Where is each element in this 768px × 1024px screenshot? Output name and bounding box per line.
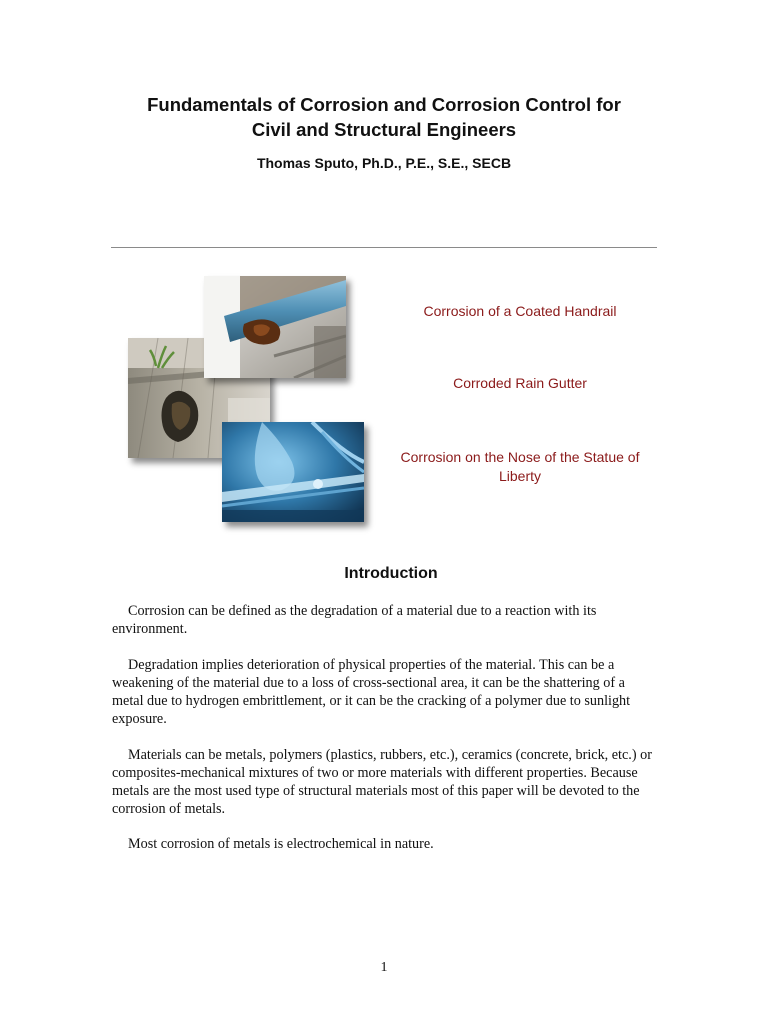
paragraph-2: Degradation implies deterioration of physical properties of the material. This can be a weakening of the material due to a loss of cross-sectional area, it can be the shattering of a metal due to hydrogen embrittlement, or it can be the cracking of a polymer due to sunlight exposure. [112, 657, 631, 727]
horizontal-rule [111, 247, 657, 248]
statue-of-liberty-photo [222, 422, 364, 522]
caption-statue-of-liberty: Corrosion on the Nose of the Statue of Liberty [400, 449, 640, 484]
coated-handrail-photo [204, 276, 346, 378]
paragraph-3: Materials can be metals, polymers (plastics, rubbers, etc.), ceramics (concrete, brick, etc.) or composites-mechanical mixtures of two or more materials with different properties. Because metals are the most used type of structural materials most of this paper will be devoted to the corrosion of metals. [112, 747, 652, 817]
document-title [80, 92, 688, 142]
section-heading: Introduction [344, 565, 438, 582]
title-line-1: Fundamentals of Corrosion and Corrosion Control for [147, 94, 621, 115]
caption-rain-gutter: Corroded Rain Gutter [453, 375, 587, 391]
caption-handrail: Corrosion of a Coated Handrail [423, 303, 617, 319]
paragraph-1: Corrosion can be defined as the degradation of a material due to a reaction with its environment. [112, 603, 597, 637]
paragraph-4: Most corrosion of metals is electrochemical in nature. [128, 836, 434, 852]
page-number: 1 [380, 960, 388, 975]
title-line-2: Civil and Structural Engineers [251, 119, 517, 140]
author-line: Thomas Sputo, Ph.D., P.E., S.E., SECB [256, 155, 512, 171]
